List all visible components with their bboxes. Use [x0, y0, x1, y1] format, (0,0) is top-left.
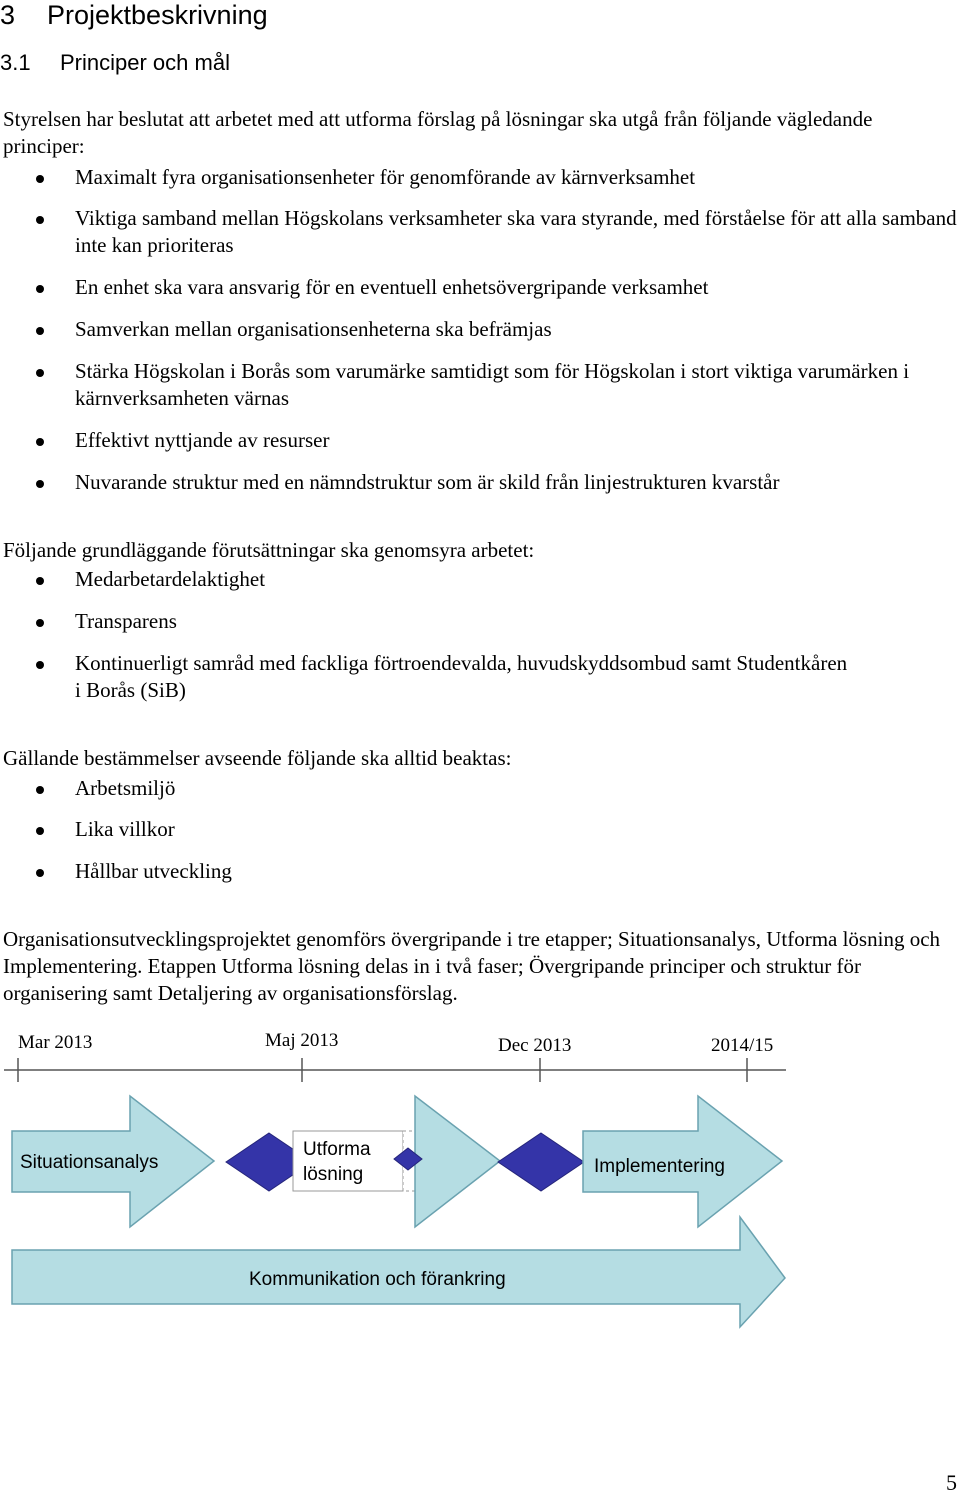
- timeline-date-label: Mar 2013: [18, 1032, 93, 1053]
- timeline-date-label: Dec 2013: [498, 1035, 572, 1056]
- bottom-arrow-label: Kommunikation och förankring: [249, 1269, 506, 1290]
- list-item: En enhet ska vara ansvarig för en eventuell enhetsövergripande verksamhet: [0, 274, 960, 301]
- bullet-icon: [36, 577, 44, 585]
- list-item: Kontinuerligt samråd med fackliga förtroendevalda, huvudskyddsombud samt Studentkåren i Borås (SiB): [0, 650, 855, 704]
- bullet-icon: [36, 438, 44, 446]
- bullet-icon: [36, 619, 44, 627]
- list-item: Lika villkor: [0, 816, 960, 843]
- section-title: Projektbeskrivning: [47, 0, 268, 30]
- phase-label: Implementering: [594, 1156, 725, 1177]
- section-number: 3: [0, 0, 16, 30]
- bullet-icon: [36, 369, 44, 377]
- bullet-icon: [36, 661, 44, 669]
- list-item: Samverkan mellan organisationsenheterna ska befrämjas: [0, 316, 960, 343]
- milestone-diamond-icon: [498, 1133, 584, 1191]
- section-heading: [0, 0, 268, 31]
- list-item: Arbetsmiljö: [0, 775, 960, 802]
- subsection-title: Principer och mål: [60, 50, 230, 75]
- closing-paragraph: Organisationsutvecklingsprojektet genomförs övergripande i tre etapper; Situationsanalys, Utforma lösning och Implementering. Etappen Utforma lösning delas in i två faser; Övergripande principer och struktur för organisering samt Detaljering av organisationsförslag.: [3, 927, 941, 1005]
- timeline-diagram: [0, 1020, 960, 1360]
- prerequisites-intro: Följande grundläggande förutsättningar ska genomsyra arbetet:: [3, 538, 535, 562]
- bullet-icon: [36, 869, 44, 877]
- page-number: 5: [946, 1470, 957, 1495]
- utforma-arrow-head: [415, 1096, 500, 1227]
- list-item: Effektivt nyttjande av resurser: [0, 427, 960, 454]
- bullet-icon: [36, 827, 44, 835]
- timeline-date-label: 2014/15: [711, 1035, 774, 1056]
- list-item: Maximalt fyra organisationsenheter för genomförande av kärnverksamhet: [0, 164, 960, 191]
- rules-intro: Gällande bestämmelser avseende följande ska alltid beaktas:: [3, 746, 512, 770]
- phase-label: lösning: [303, 1164, 364, 1185]
- list-item: Stärka Högskolan i Borås som varumärke samtidigt som för Högskolan i stort viktiga varumärken i kärnverksamheten värnas: [0, 358, 960, 412]
- bullet-icon: [36, 216, 44, 224]
- list-item: Transparens: [0, 608, 960, 635]
- bullet-icon: [36, 327, 44, 335]
- phase-label: Utforma: [303, 1139, 371, 1160]
- timeline-date-label: Maj 2013: [265, 1030, 339, 1051]
- bullet-icon: [36, 285, 44, 293]
- subsection-number: 3.1: [0, 50, 31, 75]
- bullet-icon: [36, 786, 44, 794]
- phase-label: Situationsanalys: [20, 1152, 159, 1173]
- list-item: Hållbar utveckling: [0, 858, 960, 885]
- bullet-icon: [36, 480, 44, 488]
- intro-paragraph: Styrelsen har beslutat att arbetet med att utforma förslag på lösningar ska utgå från följande vägledande principer:: [3, 107, 873, 158]
- bullet-icon: [36, 175, 44, 183]
- list-item: Medarbetardelaktighet: [0, 566, 960, 593]
- subsection-heading: [0, 50, 230, 76]
- list-item: Nuvarande struktur med en nämndstruktur som är skild från linjestrukturen kvarstår: [0, 469, 960, 496]
- list-item: Viktiga samband mellan Högskolans verksamheter ska vara styrande, med förståelse för att alla samband inte kan prioriteras: [0, 205, 960, 259]
